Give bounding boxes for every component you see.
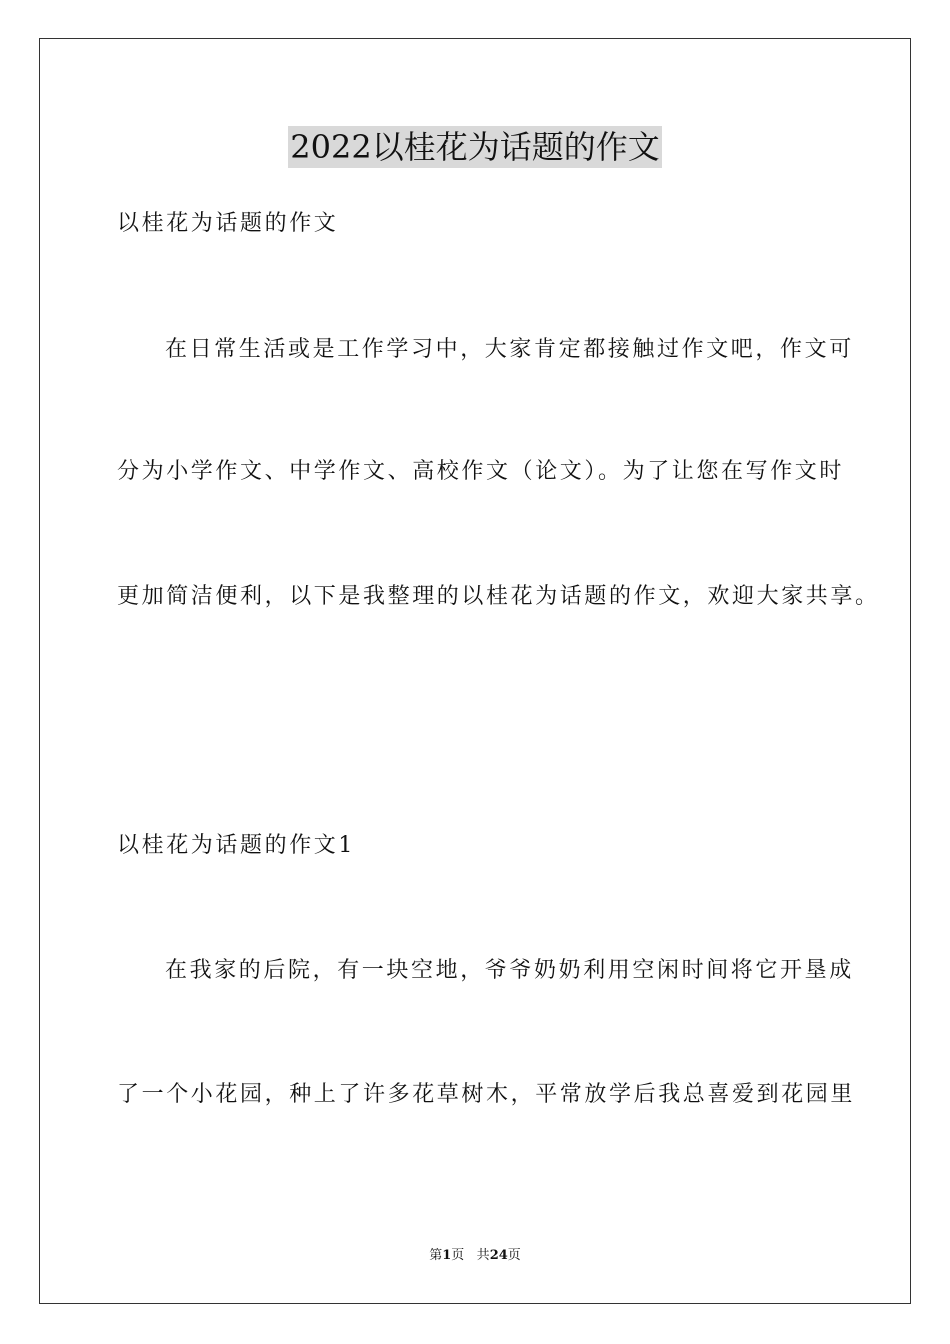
footer-total-suffix: 页 [507, 1248, 521, 1263]
footer-page-word: 页 [451, 1248, 465, 1263]
footer-current-page: 1 [442, 1248, 452, 1263]
intro-line-3: 更加简洁便利，以下是我整理的以桂花为话题的作文，欢迎大家共享。 [117, 584, 880, 609]
footer-total-pages: 24 [489, 1248, 508, 1263]
section-line-1: 在我家的后院，有一块空地，爷爷奶奶利用空闲时间将它开垦成 [165, 958, 854, 983]
section-heading: 以桂花为话题的作文1 [117, 833, 355, 858]
page-footer [0, 1247, 950, 1265]
document-title: 2022以桂花为话题的作文 [290, 128, 660, 166]
title-container [0, 126, 950, 168]
subtitle: 以桂花为话题的作文 [117, 211, 339, 236]
footer-prefix: 第 [429, 1248, 443, 1263]
section-line-2: 了一个小花园，种上了许多花草树木，平常放学后我总喜爱到花园里 [117, 1082, 856, 1107]
footer-total-prefix: 共 [476, 1248, 490, 1263]
intro-line-2: 分为小学作文、中学作文、高校作文（论文）。为了让您在写作文时 [117, 459, 845, 484]
intro-line-1: 在日常生活或是工作学习中，大家肯定都接触过作文吧，作文可 [165, 337, 854, 362]
